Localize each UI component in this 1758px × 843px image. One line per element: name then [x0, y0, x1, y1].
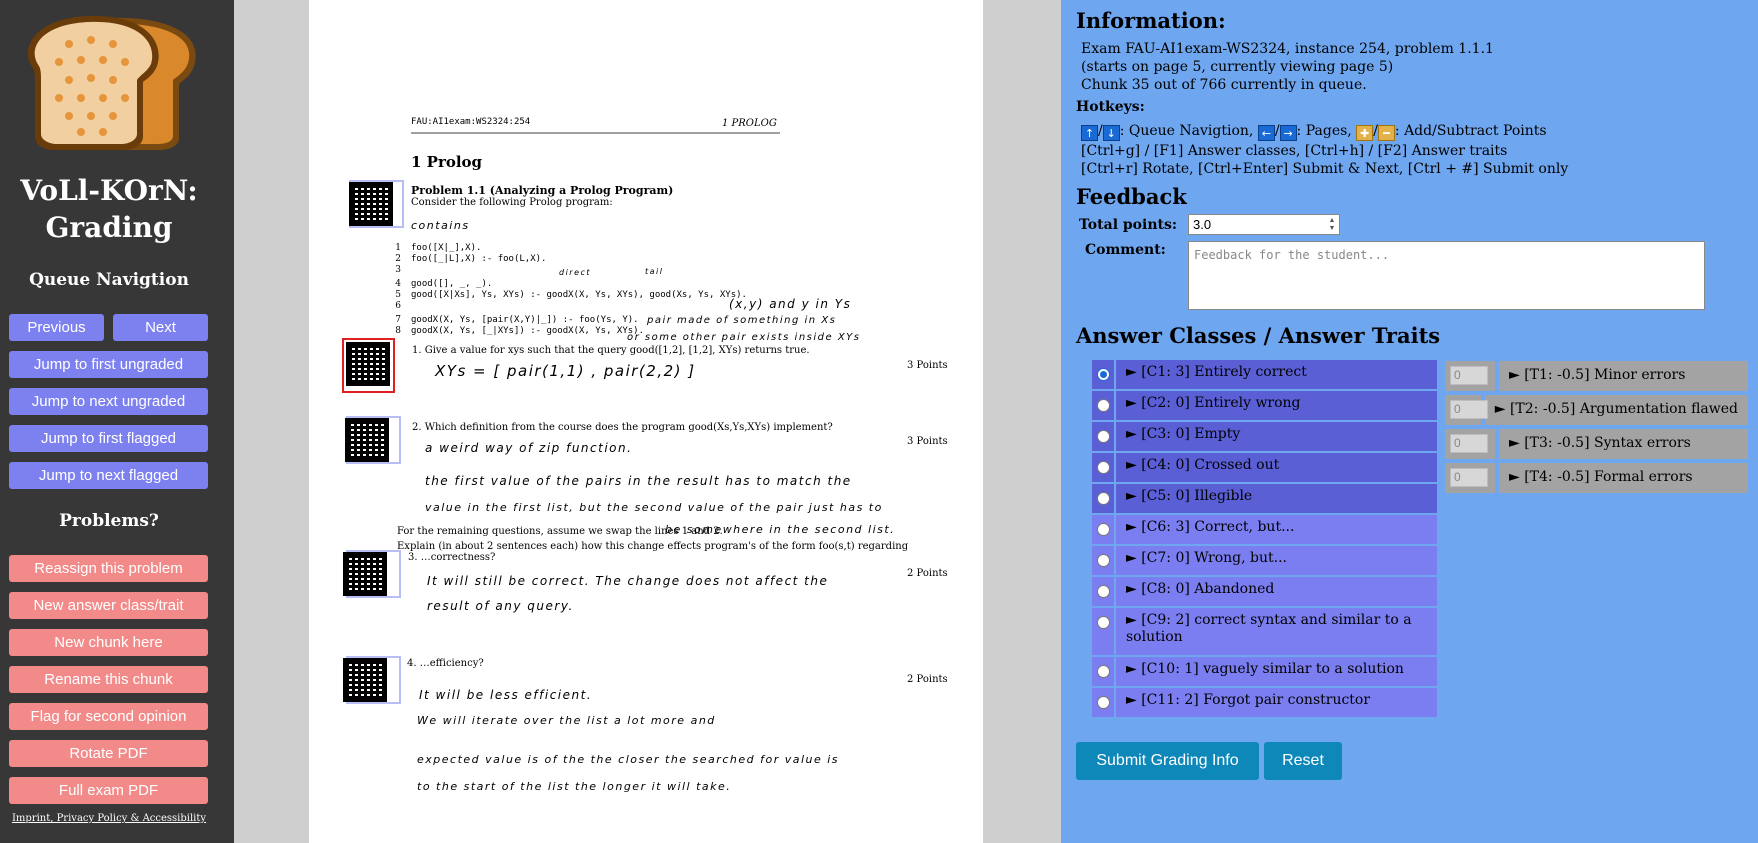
code-line-number: 1: [395, 243, 401, 253]
answer-class-row[interactable]: [1092, 515, 1437, 544]
minus-key-icon: ━: [1378, 125, 1395, 141]
app-title: VoLl-KOrN: Grading: [20, 174, 198, 244]
radio-button[interactable]: [1097, 523, 1110, 536]
hotkey-points-text: : Add/Subtract Points: [1394, 123, 1547, 139]
answer-class-radio-cell: [1092, 688, 1114, 717]
answer-class-label[interactable]: ► [C8: 0] Abandoned: [1116, 577, 1437, 606]
code-line-text: goodX(X, Ys, [_|XYs]) :- goodX(X, Ys, XYs).: [411, 326, 644, 336]
qr-code: [349, 182, 393, 226]
code-line-number: 4: [395, 279, 401, 289]
trait-count-cell: [1445, 463, 1495, 493]
qr-code: [346, 342, 390, 386]
answer-class-row[interactable]: [1092, 484, 1437, 513]
answer-class-row[interactable]: [1092, 453, 1437, 482]
jump-next-ungraded-button[interactable]: Jump to next ungraded: [9, 388, 208, 415]
code-line-number: 5: [395, 290, 401, 300]
bread-logo-icon: [19, 10, 199, 150]
submit-grading-button[interactable]: Submit Grading Info: [1076, 742, 1259, 780]
jump-first-ungraded-button[interactable]: Jump to first ungraded: [9, 351, 208, 378]
answer-trait-row[interactable]: [1445, 463, 1748, 493]
comment-textarea[interactable]: Feedback for the student...: [1188, 241, 1705, 310]
answer-2-line-1: a weird way of zip function.: [425, 441, 633, 455]
radio-button[interactable]: [1097, 492, 1110, 505]
answer-classes-heading: Answer Classes / Answer Traits: [1076, 323, 1441, 348]
code-line-text: goodX(X, Ys, [pair(X,Y)|_]) :- foo(Ys, Y).: [411, 315, 639, 325]
answer-class-radio-cell: [1092, 360, 1114, 389]
rotate-pdf-button[interactable]: Rotate PDF: [9, 740, 208, 767]
answer-class-row[interactable]: [1092, 657, 1437, 686]
answer-3-line-2: result of any query.: [427, 599, 574, 613]
pdf-viewer[interactable]: [234, 0, 1061, 843]
hw-note-pair-made: pair made of something in Xs: [647, 315, 837, 326]
next-button[interactable]: Next: [113, 314, 208, 341]
trait-count-input[interactable]: 0: [1450, 366, 1488, 385]
information-heading: Information:: [1076, 8, 1226, 33]
answer-4-line-3: expected value is of the the closer the searched for value is: [417, 753, 840, 766]
plus-key-icon: ✚: [1356, 125, 1373, 141]
answer-class-radio-cell: [1092, 484, 1114, 513]
answer-class-label[interactable]: ► [C6: 3] Correct, but...: [1116, 515, 1437, 544]
problems-heading: Problems?: [59, 511, 159, 531]
answer-2-line-3: value in the first list, but the second value of the pair just has to: [425, 501, 883, 514]
answer-4-line-1: It will be less efficient.: [419, 688, 593, 702]
feedback-heading: Feedback: [1076, 184, 1187, 209]
answer-trait-label[interactable]: ► [T2: -0.5] Argumentation flawed: [1485, 395, 1748, 425]
arrow-left-key-icon: ←: [1258, 125, 1275, 141]
answer-class-label[interactable]: ► [C7: 0] Wrong, but...: [1116, 546, 1437, 575]
answer-class-radio-cell: [1092, 515, 1114, 544]
answer-4-line-4: to the start of the list the longer it will take.: [417, 780, 732, 793]
jump-first-flagged-button[interactable]: Jump to first flagged: [9, 425, 208, 452]
trait-count-cell: [1445, 395, 1481, 425]
question-2-points: 3 Points: [907, 436, 948, 447]
hw-note-other-pair: or some other pair exists inside XYs: [627, 332, 861, 343]
code-line-number: 6: [395, 301, 401, 311]
hw-contains: contains: [411, 219, 470, 232]
radio-button[interactable]: [1097, 696, 1110, 709]
pdf-header-right: 1 PROLOG: [722, 118, 777, 129]
arrow-right-key-icon: →: [1280, 125, 1297, 141]
answer-class-label[interactable]: ► [C4: 0] Crossed out: [1116, 453, 1437, 482]
radio-button[interactable]: [1097, 368, 1110, 381]
radio-button[interactable]: [1097, 616, 1110, 629]
radio-button[interactable]: [1097, 430, 1110, 443]
answer-class-radio-cell: [1092, 577, 1114, 606]
answer-class-radio-cell: [1092, 422, 1114, 451]
answer-class-label[interactable]: ► [C3: 0] Empty: [1116, 422, 1437, 451]
code-line-number: 8: [395, 326, 401, 336]
total-points-input[interactable]: [1188, 214, 1340, 235]
answer-trait-row[interactable]: [1445, 361, 1748, 391]
hotkeys-line-2: [Ctrl+g] / [F1] Answer classes, [Ctrl+h] / [F2] Answer traits: [1081, 143, 1508, 159]
hw-note-pair-condition: (x,y) and y in Ys: [729, 297, 852, 311]
info-pages-line: (starts on page 5, currently viewing page 5): [1081, 59, 1394, 75]
pdf-intro: Consider the following Prolog program:: [411, 197, 613, 208]
code-line-text: foo([X|_],X).: [411, 243, 482, 253]
hotkey-pages-text: : Pages,: [1296, 123, 1352, 139]
grading-panel: [1061, 0, 1758, 843]
info-chunk-line: Chunk 35 out of 766 currently in queue.: [1081, 77, 1367, 93]
answer-1: XYs = [ pair(1,1) , pair(2,2) ]: [435, 362, 696, 380]
answer-trait-label[interactable]: ► [T4: -0.5] Formal errors: [1499, 463, 1748, 493]
answer-class-row[interactable]: [1092, 577, 1437, 606]
answer-trait-row[interactable]: [1445, 429, 1748, 459]
code-line-number: 3: [395, 265, 401, 275]
pdf-page: [309, 0, 983, 843]
question-4-points: 2 Points: [907, 674, 948, 685]
hw-note-direct: direct: [559, 268, 592, 277]
answer-4-line-2: We will iterate over the list a lot more and: [417, 714, 716, 727]
code-line-text: foo([_|L],X) :- foo(L,X).: [411, 254, 547, 264]
code-line: [383, 243, 481, 253]
question-2: 2. Which definition from the course does the program good(Xs,Ys,XYs) implement?: [412, 422, 833, 433]
code-line: [383, 279, 492, 289]
trait-count-cell: [1445, 361, 1495, 391]
hotkey-queue-text: : Queue Navigtion,: [1119, 123, 1254, 139]
full-exam-pdf-button[interactable]: Full exam PDF: [9, 777, 208, 804]
trait-count-input[interactable]: 0: [1450, 400, 1488, 419]
previous-button[interactable]: Previous: [9, 314, 104, 341]
comment-label: Comment:: [1085, 242, 1166, 258]
code-line: [383, 326, 644, 336]
question-3-points: 2 Points: [907, 568, 948, 579]
answer-class-radio-cell: [1092, 546, 1114, 575]
rename-chunk-button[interactable]: Rename this chunk: [9, 666, 208, 693]
pdf-header-left: FAU:AI1exam:WS2324:254: [411, 117, 531, 127]
hotkeys-heading: Hotkeys:: [1076, 99, 1145, 115]
answer-trait-row[interactable]: [1445, 395, 1748, 425]
answer-class-row[interactable]: [1092, 688, 1437, 717]
answer-2-line-2: the first value of the pairs in the result has to match the: [425, 474, 852, 488]
new-chunk-button[interactable]: New chunk here: [9, 629, 208, 656]
question-1-points: 3 Points: [907, 360, 948, 371]
qr-code: [343, 552, 387, 596]
answer-class-row[interactable]: [1092, 391, 1437, 420]
answer-trait-label[interactable]: ► [T1: -0.5] Minor errors: [1499, 361, 1748, 391]
points-spinner-icon[interactable]: ▲ ▼: [1328, 216, 1336, 232]
code-line-text: good([], _, _).: [411, 279, 493, 289]
trait-count-input[interactable]: 0: [1450, 434, 1488, 453]
question-3: 3. …correctness?: [408, 552, 496, 563]
pdf-problem-title: Problem 1.1 (Analyzing a Prolog Program): [411, 184, 674, 197]
code-line: [383, 265, 411, 275]
radio-button[interactable]: [1097, 399, 1110, 412]
question-4: 4. …efficiency?: [407, 658, 484, 669]
arrow-up-key-icon: ↑: [1081, 125, 1098, 141]
info-exam-line: Exam FAU-AI1exam-WS2324, instance 254, problem 1.1.1: [1081, 41, 1494, 57]
answer-class-radio-cell: [1092, 657, 1114, 686]
code-line: [383, 315, 639, 325]
qr-code: [343, 658, 387, 702]
code-line: [383, 290, 747, 300]
hw-note-tail: tail: [645, 267, 664, 276]
reassign-problem-button[interactable]: Reassign this problem: [9, 555, 208, 582]
answer-trait-label[interactable]: ► [T3: -0.5] Syntax errors: [1499, 429, 1748, 459]
imprint-link[interactable]: Imprint, Privacy Policy & Accessibility: [11, 813, 207, 824]
answer-class-label[interactable]: ► [C9: 2] correct syntax and similar to a solution: [1116, 608, 1437, 655]
new-answer-class-button[interactable]: New answer class/trait: [9, 592, 208, 619]
pdf-section-title: 1 Prolog: [411, 153, 483, 171]
answer-class-radio-cell: [1092, 453, 1114, 482]
answer-class-radio-cell: [1092, 608, 1114, 655]
radio-button[interactable]: [1097, 554, 1110, 567]
sidebar: [0, 0, 234, 843]
answer-class-label[interactable]: ► [C11: 2] Forgot pair constructor: [1116, 688, 1437, 717]
reset-button[interactable]: Reset: [1264, 742, 1342, 780]
total-points-value: 3.0: [1193, 217, 1212, 232]
hotkeys-line-1: ↑ / ↓ : Queue Navigtion, ← / → : Pages, ✚ / ━ : Add/Subtract Points: [1081, 123, 1547, 141]
answer-class-row[interactable]: [1092, 422, 1437, 451]
trait-count-input[interactable]: 0: [1450, 468, 1488, 487]
code-line: [383, 301, 411, 311]
jump-next-flagged-button[interactable]: Jump to next flagged: [9, 462, 208, 489]
trait-count-cell: [1445, 429, 1495, 459]
answer-class-row[interactable]: [1092, 546, 1437, 575]
radio-button[interactable]: [1097, 665, 1110, 678]
total-points-label: Total points:: [1079, 217, 1178, 233]
remaining-intro-2: Explain (in about 2 sentences each) how this change effects program's of the form foo(s,t) regarding: [397, 541, 909, 552]
radio-button[interactable]: [1097, 461, 1110, 474]
answer-class-label[interactable]: ► [C10: 1] vaguely similar to a solution: [1116, 657, 1437, 686]
code-line-number: 2: [395, 254, 401, 264]
answer-class-label[interactable]: ► [C2: 0] Entirely wrong: [1116, 391, 1437, 420]
answer-class-label[interactable]: ► [C5: 0] Illegible: [1116, 484, 1437, 513]
arrow-down-key-icon: ↓: [1103, 125, 1120, 141]
answer-class-label[interactable]: ► [C1: 3] Entirely correct: [1116, 360, 1437, 389]
hotkeys-line-3: [Ctrl+r] Rotate, [Ctrl+Enter] Submit & Next, [Ctrl + #] Submit only: [1081, 161, 1569, 177]
code-line-number: 7: [395, 315, 401, 325]
radio-button[interactable]: [1097, 585, 1110, 598]
answer-class-row[interactable]: [1092, 360, 1437, 389]
flag-second-opinion-button[interactable]: Flag for second opinion: [9, 703, 208, 730]
question-1: 1. Give a value for xys such that the query good([1,2], [1,2], XYs) returns true.: [412, 345, 810, 356]
answer-class-radio-cell: [1092, 391, 1114, 420]
answer-2-line-4: be somewhere in the second list.: [665, 523, 896, 536]
qr-code: [345, 418, 389, 462]
answer-class-row[interactable]: [1092, 608, 1437, 655]
remaining-intro-1: For the remaining questions, assume we swap the lines 1 and 2.: [397, 526, 723, 537]
queue-navigation-heading: Queue Navigtion: [29, 270, 189, 290]
code-line: [383, 254, 546, 264]
code-line-text: good([X|Xs], Ys, XYs) :- goodX(X, Ys, XYs), good(Xs, Ys, XYs).: [411, 290, 747, 300]
answer-3-line-1: It will still be correct. The change does not affect the: [427, 574, 829, 588]
